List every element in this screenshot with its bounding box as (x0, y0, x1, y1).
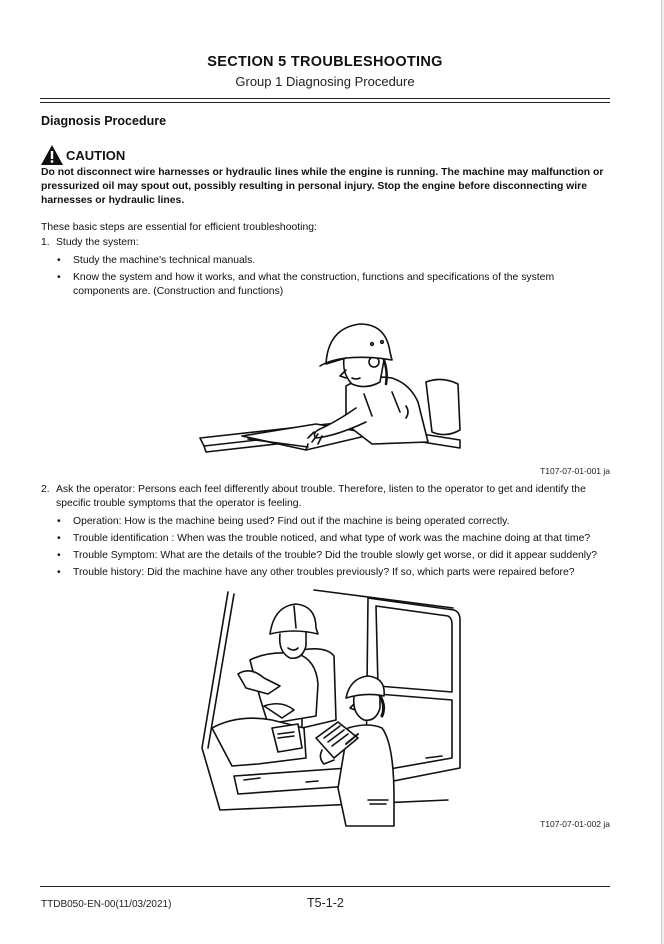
figure-caption: T107-07-01-001 ja (540, 466, 610, 476)
section-heading: Diagnosis Procedure (41, 114, 167, 128)
list-item-text: Know the system and how it works, and what the construction, functions and specifications of the system components are. (Construction and functions) (73, 272, 555, 297)
caution-title: CAUTION (66, 147, 126, 163)
list-item (57, 532, 613, 546)
step-text: Study the system: (56, 237, 139, 248)
step-2 (41, 483, 613, 583)
warning-triangle-icon (41, 145, 63, 165)
header-rule (40, 98, 610, 103)
list-item-text: Trouble identification : When was the trouble noticed, and what type of work was the machine doing at that time? (73, 533, 591, 544)
caution-header (41, 145, 616, 165)
list-item (57, 515, 613, 529)
bullet-icon: • (57, 516, 61, 527)
list-item (57, 271, 611, 299)
step-1 (41, 236, 611, 302)
footer-rule (40, 886, 610, 887)
section-title: SECTION 5 TROUBLESHOOTING (207, 54, 443, 70)
step-2-bullets (41, 515, 613, 580)
bullet-icon: • (57, 255, 61, 266)
bullet-icon: • (57, 533, 61, 544)
figure-reading-manual (196, 312, 470, 464)
list-item-text: Trouble history: Did the machine have any other troubles previously? If so, which parts were repaired before? (73, 567, 575, 578)
list-item-text: Trouble Symptom: What are the details of the trouble? Did the trouble slowly get worse, or did it appear suddenly? (73, 550, 598, 561)
step-text: Ask the operator: Persons each feel differently about trouble. Therefore, listen to the operator to get and identify the specific trouble symptoms that the operator is feeling. (56, 484, 586, 509)
figure-operator-interview (198, 588, 466, 828)
bullet-icon: • (57, 550, 61, 561)
step-1-bullets (41, 254, 611, 299)
list-item-text: Study the machine's technical manuals. (73, 255, 256, 266)
list-item (57, 254, 611, 268)
step-number: 1. (41, 237, 50, 248)
intro-text: These basic steps are essential for efficient troubleshooting: (41, 222, 317, 233)
list-item (57, 549, 613, 563)
bullet-icon: • (57, 272, 61, 283)
caution-text: Do not disconnect wire harnesses or hydraulic lines while the engine is running. The machine may malfunction or pressurized oil may spout out, possibly resulting in personal injury. Stop the engine before disconnecting wire harnesses or hydraulic lines. (41, 167, 604, 206)
list-item (57, 566, 613, 580)
caution-block (41, 145, 616, 208)
page-header (40, 54, 610, 89)
group-subtitle: Group 1 Diagnosing Procedure (235, 74, 415, 89)
list-item-text: Operation: How is the machine being used? Find out if the machine is being operated correctly. (73, 516, 510, 527)
figure-caption: T107-07-01-002 ja (540, 819, 610, 829)
page-number: T5-1-2 (307, 896, 344, 910)
document-code: TTDB050-EN-00(11/03/2021) (41, 899, 172, 910)
step-number: 2. (41, 484, 50, 495)
bullet-icon: • (57, 567, 61, 578)
